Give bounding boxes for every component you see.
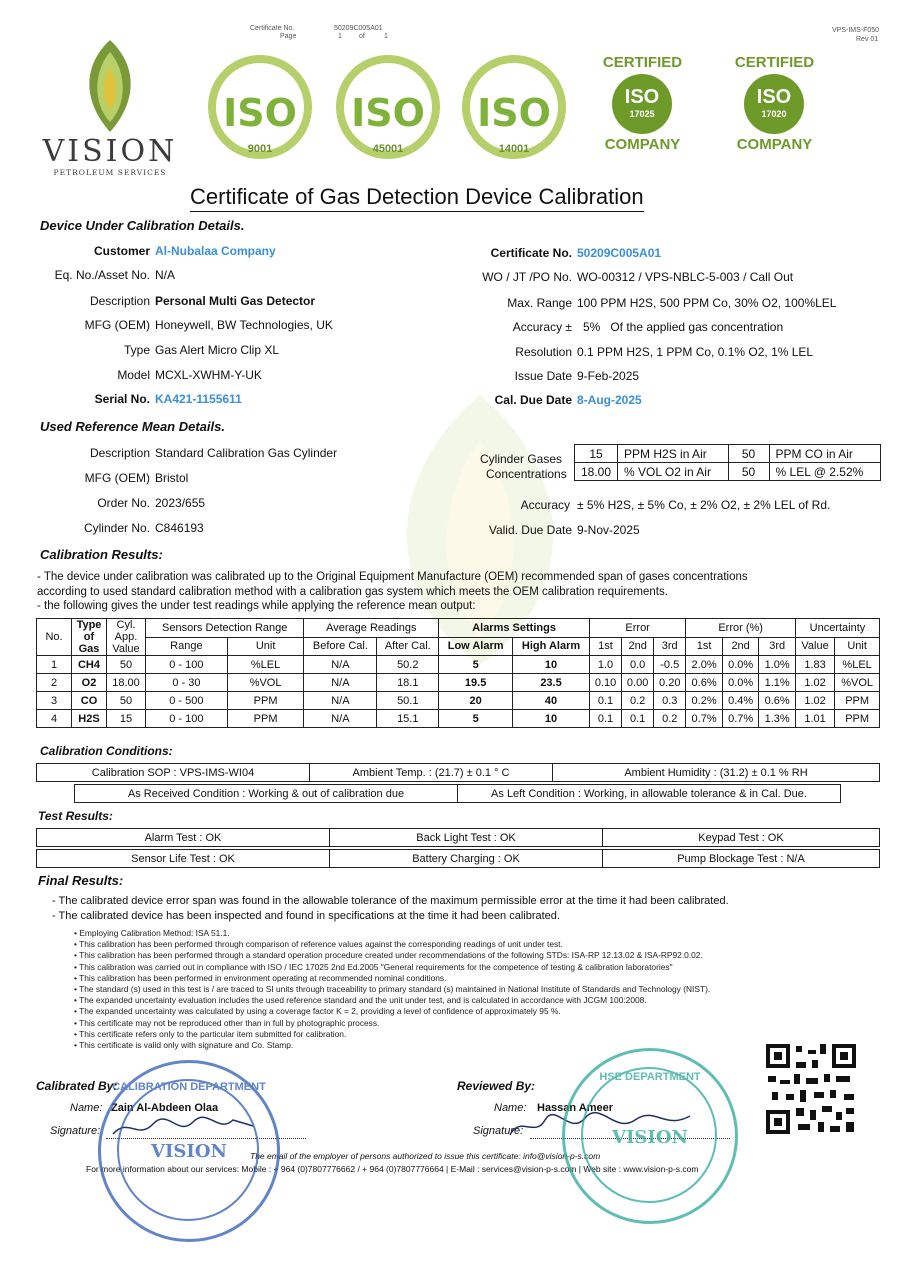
conditions-row [75,785,841,803]
table-row [37,692,880,710]
cell: 2.0% [686,656,723,674]
page-title: Certificate of Gas Detection Device Calibration [190,184,644,212]
cyl-conc-label: Concentrations [486,467,567,481]
cert-no-label: Certificate No. [490,246,572,260]
accuracy-label: Accuracy ± [512,320,572,334]
cell: 0.7% [722,710,759,728]
cyl-cell: 18.00 [575,463,618,481]
reference-heading: Used Reference Mean Details. [40,419,225,434]
cell: 4 [37,710,72,728]
col-error: Error [589,619,685,638]
cell: 2 [37,674,72,692]
alarm-test: Alarm Test : OK [37,829,330,847]
col-uncert: Uncertainty [795,619,879,638]
cell: 5 [439,710,513,728]
iso-text: ISO [477,91,551,135]
tests-table-2 [36,849,880,868]
cell: 0 - 500 [146,692,228,710]
cert-iso-text: ISO [756,86,792,108]
ref-order-label: Order No. [97,496,150,510]
cell: %VOL [835,674,880,692]
model-label: Model [117,368,150,382]
results-intro-line: - the following gives the under test readings while applying the reference mean output: [37,600,476,612]
hse-dept-stamp [562,1048,738,1224]
conditions-table [36,763,880,782]
cell: 50.1 [377,692,439,710]
page-total: 1 [384,33,388,40]
backlight-test: Back Light Test : OK [330,829,603,847]
ref-cylinder-label: Cylinder No. [83,521,150,535]
humidity-cell: Ambient Humidity : (31.2) ± 0.1 % RH [553,764,880,782]
cell: 15 [107,710,146,728]
cylinder-table [574,444,881,481]
note-item: • This calibration was carried out in compliance with ISO / IEC 17025 2nd Ed.2005 "General requirements for the competence of testing & calibration laboratories" [74,961,673,972]
resolution-value: 0.1 PPM H2S, 1 PPM Co, 0.1% O2, 1% LEL [577,345,814,359]
cyl-cell: % LEL @ 2.52% [769,463,880,481]
final-lines [52,894,729,924]
note-item: • This calibration has been performed in environment operating at recommended nominal conditions. [74,972,447,983]
cell: 0.2% [686,692,723,710]
customer-label: Customer [93,244,150,258]
keypad-test: Keypad Test : OK [603,829,880,847]
cell: PPM [835,710,880,728]
cyl-cell: PPM H2S in Air [618,445,729,463]
cell: 1.01 [795,710,834,728]
company-logo [35,38,185,178]
note-item: • This calibration has been performed through a standard operation procedure created under recommendations of the following STDs: ISA-RP 12.13.02 & ISA-RP92.0.02. [74,950,703,961]
table-row [37,710,880,728]
cell: -0.5 [654,656,686,674]
cell: 0.4% [722,692,759,710]
cell: 0.00 [622,674,654,692]
cell: 5 [439,656,513,674]
cell: 0.3 [654,692,686,710]
cell: 50 [107,656,146,674]
type-value: Gas Alert Micro Clip XL [155,343,280,357]
ref-mfg-value: Bristol [155,471,189,485]
col-low: Low Alarm [439,637,513,656]
cell: 0.0 [622,656,654,674]
certificate-no-label: Certificate No. [250,25,295,32]
cell: 23.5 [513,674,590,692]
valid-date-label: Valid. Due Date [488,523,572,537]
note-item: • This certificate refers only to the particular item submitted for calibration. [74,1028,347,1039]
col-err-1: 1st [589,637,621,656]
reviewed-by-label: Reviewed By: [457,1079,536,1093]
col-uvalue: Value [795,637,834,656]
cert-top-text: CERTIFIED [602,54,683,71]
accuracy-value: 5% Of the applied gas concentration [583,320,784,334]
col-sensors: Sensors Detection Range [146,619,304,638]
description-value: Personal Multi Gas Detector [155,294,316,308]
cert-bottom-text: COMPANY [736,136,813,153]
ref-description-label: Description [89,446,150,460]
cell: 0 - 30 [146,674,228,692]
cell: PPM [835,692,880,710]
conditions-heading: Calibration Conditions: [40,744,173,758]
serial-value: KA421-1155611 [155,392,242,406]
cert-top-text: CERTIFIED [734,54,815,71]
results-intro-line: - The device under calibration was calibrated up to the Original Equipment Manufacture (OEM) recommended span of gases concentrations [37,571,748,583]
cell: 15.1 [377,710,439,728]
cell: 19.5 [439,674,513,692]
table-row [37,674,880,692]
cell: H2S [72,710,107,728]
logo-leaf-icon [75,38,145,134]
col-type: Type of Gas [72,619,107,656]
note-item: • This calibration has been performed through comparison of reference values against the corresponding readings of unit under test. [74,939,563,950]
cert-number: 17020 [761,109,787,119]
cylinder-row [575,445,881,463]
col-high: High Alarm [513,637,590,656]
page-of: of [359,33,365,40]
due-date-value: 8-Aug-2025 [577,393,642,407]
page-current: 1 [338,33,342,40]
cell: 0.7% [686,710,723,728]
type-label: Type [123,343,150,357]
cert-seal-icon [612,74,672,134]
cell: 50 [107,692,146,710]
col-alarms: Alarms Settings [439,619,590,638]
iso-17020-badge [722,50,827,155]
cert-bottom-text: COMPANY [604,136,681,153]
left-cell: As Left Condition : Working, in allowable tolerance & in Cal. Due. [458,785,841,803]
cell: CO [72,692,107,710]
asset-label: Eq. No./Asset No. [54,268,150,282]
cell: 0.0% [722,656,759,674]
cyl-cell: 15 [575,445,618,463]
tests-table-1 [36,828,880,847]
iso-number: 45001 [372,143,404,155]
calibrated-name-label: Name: [70,1102,103,1114]
serial-label: Serial No. [94,392,150,406]
cell: %LEL [835,656,880,674]
iso-text: ISO [351,91,425,135]
results-subheader-row [37,637,880,656]
condition-status-table [74,784,841,803]
cell: 0.0% [722,674,759,692]
ref-order-value: 2023/655 [155,496,206,510]
stamp-text: HSE DEPARTMENT [599,1071,701,1083]
calibrated-name: Zain Al-Abdeen Olaa [111,1102,219,1114]
col-no: No. [37,619,72,656]
iso-9001-badge [205,55,315,165]
note-item: • The standard (s) used in this test is / are traced to SI units through traceability to primary standard (s) maintained in National Institute of Standards and Technology (NIST). [74,984,711,995]
table-row [37,656,880,674]
ref-accuracy-value: ± 5% H2S, ± 5% Co, ± 2% O2, ± 2% LEL of Rd. [577,498,831,512]
cell: 40 [513,692,590,710]
cell: 0.6% [759,692,796,710]
cyl-cell: 50 [728,445,769,463]
description-label: Description [89,294,150,308]
tests-row [37,829,880,847]
cell: 1.0 [589,656,621,674]
calibrated-by-label: Calibrated By: [36,1079,118,1093]
iso-14001-badge [459,55,569,165]
pump-test: Pump Blockage Test : N/A [603,850,880,868]
tests-heading: Test Results: [38,809,113,823]
max-range-label: Max. Range [507,296,572,310]
reviewed-name: Hassan Ameer [537,1102,614,1114]
wo-value: WO-00312 / VPS-NBLC-5-003 / Call Out [577,270,794,284]
iso-45001-badge [333,55,443,165]
cell: 0.6% [686,674,723,692]
cyl-cell: PPM CO in Air [769,445,880,463]
note-item: • This certificate is valid only with signature and Co. Stamp. [74,1040,294,1051]
notes-list [74,928,710,1051]
cell: N/A [304,710,377,728]
tests-row [37,850,880,868]
reviewed-name-label: Name: [494,1102,527,1114]
cell: 0.2 [654,710,686,728]
cell: 1.1% [759,674,796,692]
cell: 18.1 [377,674,439,692]
qr-code-icon [764,1042,858,1136]
col-errpct-1: 1st [686,637,723,656]
wo-label: WO / JT /PO No. [482,270,572,284]
cert-iso-text: ISO [624,86,660,108]
contact-info: For more information about our services: Mobile : + 964 (0)7807776662 / + 964 (0)7807776664 | E-Mail : services@vision-p-s.com | Web site : www.vision-p-s.com [86,1164,699,1174]
ref-mfg-label: MFG (OEM) [84,471,150,485]
col-before: Before Cal. [304,637,377,656]
cell: 1.0% [759,656,796,674]
max-range-value: 100 PPM H2S, 500 PPM Co, 30% O2, 100%LEL [577,296,837,310]
iso-text: ISO [223,91,297,135]
col-errpct-3: 3rd [759,637,796,656]
col-error-pct: Error (%) [686,619,796,638]
col-errpct-2: 2nd [722,637,759,656]
cell: PPM [227,692,304,710]
stamp-text: CALIBRATION DEPARTMENT [112,1081,266,1093]
calibrated-signature-label: Signature: [50,1125,101,1137]
cell: N/A [304,656,377,674]
cell: 10 [513,710,590,728]
cell: 0.20 [654,674,686,692]
note-item: • The expanded uncertainty was calculated by using a coverage factor K = 2, providing a level of confidence of approximately 95 %. [74,1006,561,1017]
iso-17025-badge [590,50,695,155]
ref-accuracy-label: Accuracy [520,498,570,512]
employ-note: The email of the employer of persons authorized to issue this certificate: info@vision-p-s.com [250,1151,601,1161]
issue-date-label: Issue Date [514,369,572,383]
note-item: • Employing Calibration Method: ISA 51.1. [74,928,230,938]
logo-name: VISION [42,134,178,169]
revision: Rev 01 [856,36,879,43]
sensor-life-test: Sensor Life Test : OK [37,850,330,868]
stamp-logo: VISION [151,1141,227,1162]
device-heading: Device Under Calibration Details. [40,218,245,233]
cell: 0.1 [622,710,654,728]
cyl-cell: 50 [728,463,769,481]
col-after: After Cal. [377,637,439,656]
ref-cylinder-value: C846193 [155,521,204,535]
col-cyl: Cyl. App. Value [107,619,146,656]
final-heading: Final Results: [38,873,124,888]
customer-value: Al-Nubalaa Company [155,244,276,258]
cell: %VOL [227,674,304,692]
cell: N/A [304,692,377,710]
issue-date-value: 9-Feb-2025 [577,369,640,383]
cell: 0 - 100 [146,710,228,728]
col-uunit: Unit [835,637,880,656]
cell: 20 [439,692,513,710]
iso-number: 14001 [498,143,530,155]
cell: N/A [304,674,377,692]
note-item: • The expanded uncertainty evaluation includes the used reference standard and the unit under test, and is calculated in accordance with JCGM 100:2008. [74,995,647,1006]
cert-seal-icon [744,74,804,134]
cell: 1.83 [795,656,834,674]
cell: 0.1 [589,692,621,710]
cell: CH4 [72,656,107,674]
reviewed-signature-label: Signature: [473,1125,524,1137]
cell: PPM [227,710,304,728]
valid-date-value: 9-Nov-2025 [577,523,640,537]
results-heading: Calibration Results: [40,547,163,562]
mfg-label: MFG (OEM) [84,318,150,332]
asset-value: N/A [155,268,176,282]
cell: 1.02 [795,692,834,710]
logo-sub: PETROLEUM SERVICES [53,168,167,177]
temp-cell: Ambient Temp. : (21.7) ± 0.1 ° C [310,764,553,782]
page-label: Page [280,33,297,40]
model-value: MCXL-XWHM-Y-UK [155,368,262,382]
cell: 10 [513,656,590,674]
col-unit: Unit [227,637,304,656]
cell: O2 [72,674,107,692]
sop-cell: Calibration SOP : VPS-IMS-WI04 [37,764,310,782]
certificate-no-small: 50209C005A01 [334,25,383,32]
cell: 50.2 [377,656,439,674]
calibration-dept-stamp [98,1060,280,1242]
col-err-3: 3rd [654,637,686,656]
results-intro-line: according to used standard calibration method with a calibration gas system which meets the OEM calibration requirements. [37,585,668,598]
cyl-cell: % VOL O2 in Air [618,463,729,481]
form-code: VPS-IMS-F050 [832,27,880,34]
results-intro [37,570,748,614]
mfg-value: Honeywell, BW Technologies, UK [155,318,333,332]
cell: 3 [37,692,72,710]
ref-description-value: Standard Calibration Gas Cylinder [155,446,338,460]
cell: 0 - 100 [146,656,228,674]
battery-test: Battery Charging : OK [330,850,603,868]
iso-number: 9001 [247,143,273,155]
final-line: - The calibrated device error span was found in the allowable tolerance of the maximum permissible error at the time it had been calibrated. [52,895,729,907]
cert-number: 17025 [629,109,655,119]
note-item: • This certificate may not be reproduced other than in full by photographic process. [74,1017,380,1028]
stamp-logo: VISION [612,1127,688,1148]
resolution-label: Resolution [515,345,572,359]
col-avg: Average Readings [304,619,439,638]
cell: 1.3% [759,710,796,728]
final-line: - The calibrated device has been inspected and found in specifications at the time it had been calibrated. [52,910,560,922]
due-date-label: Cal. Due Date [494,393,572,407]
cell: %LEL [227,656,304,674]
results-table [36,618,880,728]
col-err-2: 2nd [622,637,654,656]
results-header-row [37,619,880,638]
cell: 0.2 [622,692,654,710]
cert-no-value: 50209C005A01 [577,246,662,260]
conditions-row [37,764,880,782]
col-range: Range [146,637,228,656]
cyl-gases-label: Cylinder Gases [480,452,563,466]
cell: 18.00 [107,674,146,692]
cylinder-row [575,463,881,481]
cell: 0.10 [589,674,621,692]
cell: 1.02 [795,674,834,692]
cell: 1 [37,656,72,674]
cell: 0.1 [589,710,621,728]
received-cell: As Received Condition : Working & out of calibration due [75,785,458,803]
